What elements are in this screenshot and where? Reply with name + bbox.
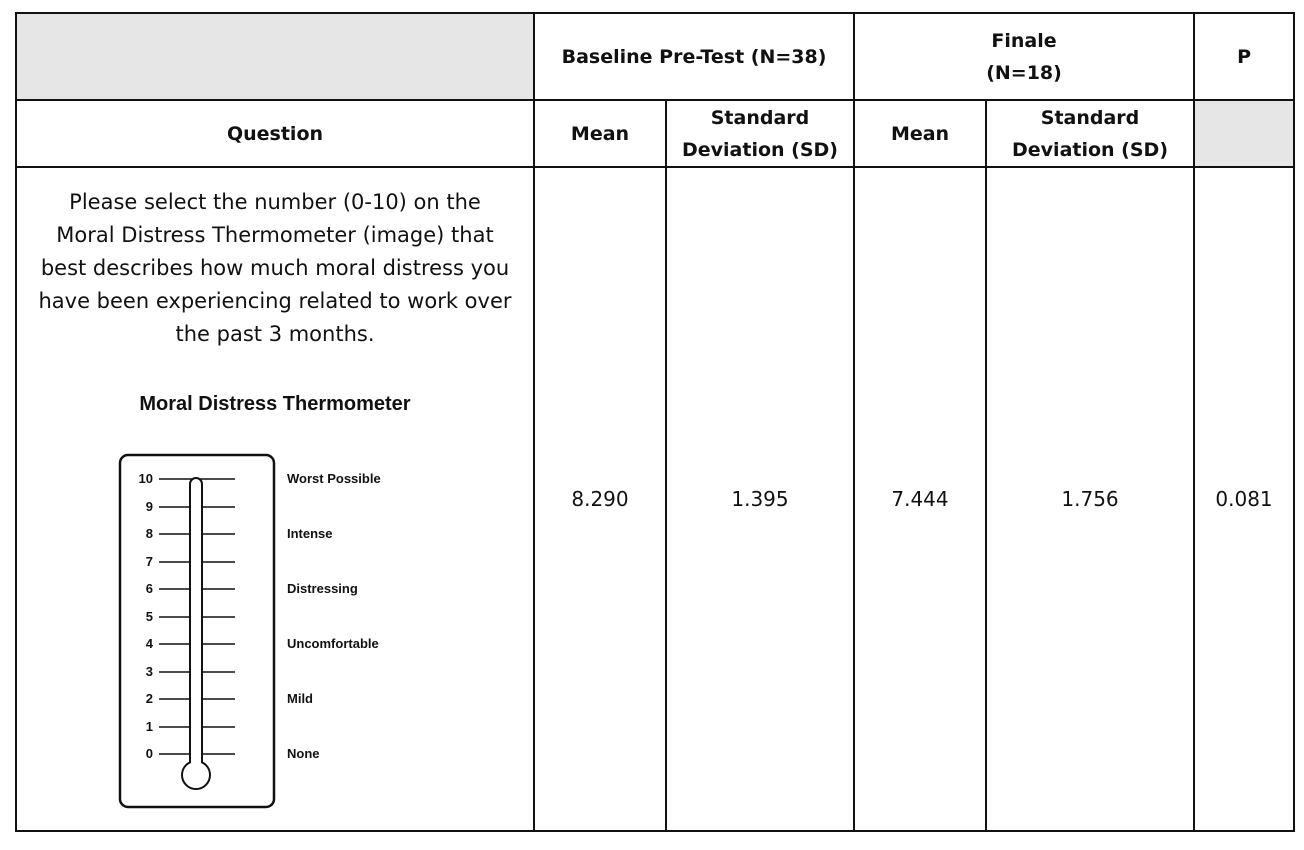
finale-sd-header-line2: Deviation (SD) <box>1012 138 1169 161</box>
question-line: best describes how much moral distress you <box>40 256 510 280</box>
scale-label: None <box>287 746 320 761</box>
scale-label: Distressing <box>287 581 358 596</box>
question-line: Moral Distress Thermometer (image) that <box>56 223 494 247</box>
header-row-columns <box>16 100 1294 167</box>
scale-number: 6 <box>145 581 153 596</box>
thermometer-tube <box>190 478 202 762</box>
finale-header-line1: Finale <box>991 29 1057 52</box>
scale-number: 1 <box>145 719 153 734</box>
finale-sd-value: 1.756 <box>986 167 1194 831</box>
scale-number: 4 <box>145 636 153 651</box>
scale-label: Intense <box>287 526 333 541</box>
question-line: Please select the number (0-10) on the <box>69 190 481 214</box>
scale-number: 2 <box>145 691 153 706</box>
question-text <box>17 186 533 351</box>
scale-number: 9 <box>145 499 153 514</box>
finale-header <box>854 13 1194 100</box>
baseline-header: Baseline Pre-Test (N=38) <box>534 13 854 100</box>
finale-mean-value: 7.444 <box>854 167 986 831</box>
scale-label: Mild <box>287 691 313 706</box>
scale-number: 7 <box>145 554 153 569</box>
question-cell <box>16 167 534 831</box>
data-row <box>16 167 1294 831</box>
baseline-mean-value: 8.290 <box>534 167 666 831</box>
finale-mean-header: Mean <box>854 100 986 167</box>
scale-label: Worst Possible <box>287 471 381 486</box>
finale-sd-header <box>986 100 1194 167</box>
finale-header-line2: (N=18) <box>986 61 1062 84</box>
p-value: 0.081 <box>1194 167 1294 831</box>
baseline-sd-header-line2: Deviation (SD) <box>682 138 838 161</box>
scale-number: 5 <box>145 609 153 624</box>
tube-bulb-joint <box>191 752 201 766</box>
question-header: Question <box>16 100 534 167</box>
scale-number: 8 <box>145 526 153 541</box>
question-line: the past 3 months. <box>175 322 375 346</box>
scale-number: 3 <box>145 664 153 679</box>
baseline-sd-header <box>666 100 854 167</box>
scale-number: 10 <box>138 471 153 486</box>
blank-p-subheader <box>1194 100 1294 167</box>
baseline-mean-header: Mean <box>534 100 666 167</box>
baseline-sd-header-line1: Standard <box>710 106 810 129</box>
blank-header-cell <box>16 13 534 100</box>
scale-label: Uncomfortable <box>287 636 379 651</box>
p-header: P <box>1194 13 1294 100</box>
scale-number: 0 <box>145 746 153 761</box>
baseline-sd-value: 1.395 <box>666 167 854 831</box>
question-line: have been experiencing related to work over <box>38 289 512 313</box>
header-row-groups <box>16 13 1294 100</box>
thermometer-title: Moral Distress Thermometer <box>139 393 411 415</box>
moral-distress-thermometer <box>117 452 417 812</box>
finale-sd-header-line1: Standard <box>1040 106 1140 129</box>
results-table <box>15 12 1295 832</box>
